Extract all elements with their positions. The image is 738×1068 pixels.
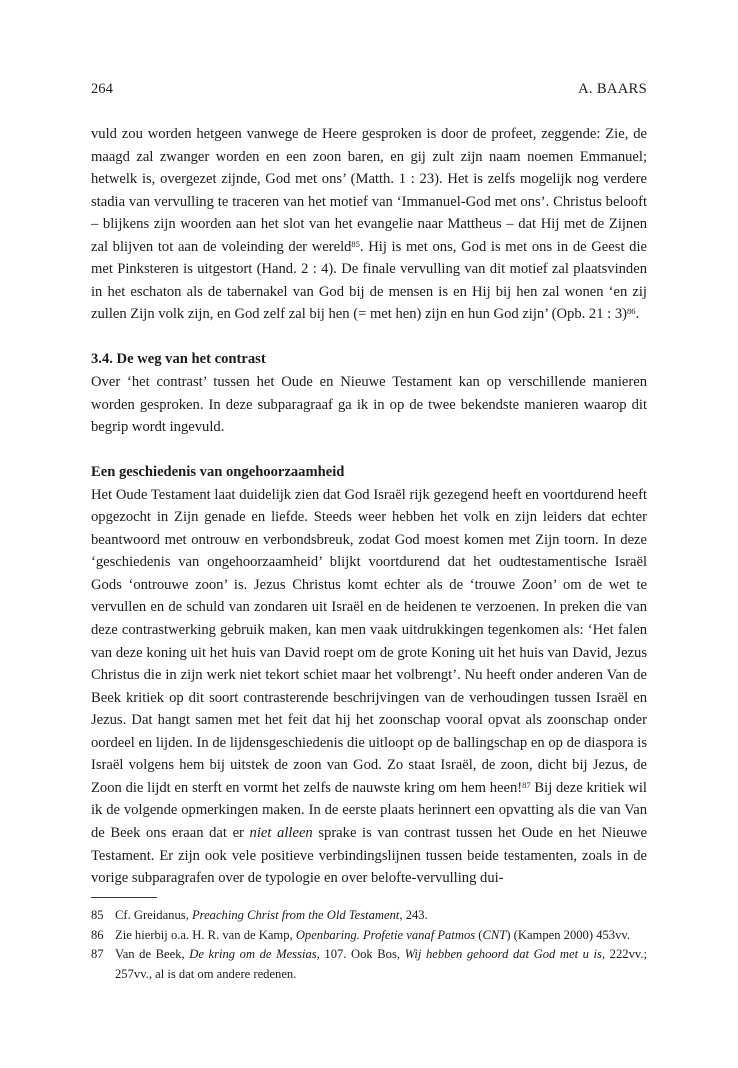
running-head: A. BAARS xyxy=(578,81,647,97)
footnote-ref-86: 86 xyxy=(627,306,636,317)
text-run: Cf. Greidanus, xyxy=(115,908,192,922)
book-title: Openbaring. Profetie vanaf Patmos xyxy=(295,927,476,942)
paragraph-disobedience xyxy=(91,484,647,890)
footnote-number: 85 xyxy=(91,908,104,922)
emphasis: niet alleen xyxy=(249,824,313,841)
book-title: De kring om de Messias xyxy=(189,947,317,961)
text-run: Van de Beek, xyxy=(115,947,190,961)
text-run: sprake is van contrast tussen het Oude en het Nieuwe Testament. Er zijn ook vele positieve verbindingslijnen tussen beide testamenten, zoals in de vorige subparagrafen over de typologie en over belofte-vervulling dui- xyxy=(91,824,647,887)
paragraph-contrast: Over ‘het contrast’ tussen het Oude en Nieuwe Testament kan op verschillende manieren worden gesproken. In deze subparagraaf ga ik in op de twee bekendste manieren waarop dit begrip wordt ingevuld. xyxy=(91,374,647,436)
section-heading: 3.4. De weg van het contrast xyxy=(91,351,266,368)
text-run: , 222vv.; 257vv., al is dat om andere redenen. xyxy=(115,947,647,981)
text-run: . xyxy=(635,306,640,323)
subsection-heading: Een geschiedenis van ongehoorzaamheid xyxy=(91,464,345,481)
footnote-separator xyxy=(91,897,157,898)
text-run: Zie hierbij o.a. H. R. van de Kamp, xyxy=(115,927,296,942)
text-run: ) (Kampen 2000) 453vv. xyxy=(506,927,631,942)
text-run: , 107. Ook Bos, xyxy=(316,947,405,961)
footnote-ref-87: 87 xyxy=(522,779,531,790)
page-number: 264 xyxy=(91,81,113,97)
text-run: , 243. xyxy=(399,908,428,922)
main-text xyxy=(91,123,647,890)
paragraph-gap xyxy=(91,326,647,349)
paragraph-gap xyxy=(91,439,647,462)
text-run: ( xyxy=(475,927,483,942)
footnote-number: 86 xyxy=(91,927,104,942)
series-title: CNT xyxy=(482,927,507,942)
text-run: Bij deze kritiek wil ik de volgende opmerkingen maken. In de eerste plaats herinnert een opvatting als die van Van de Beek ons eraan dat er xyxy=(91,779,647,841)
text-run: Het Oude Testament laat duidelijk zien dat God Israël rijk gezegend heeft en voortdurend heeft opgezocht in Zijn genade en liefde. Steeds weer hebben het volk en zijn leiders dat echter beantwoord met ontrouw en verbondsbreuk, zodat God moest komen met Zijn toorn. In deze ‘geschiedenis van ongehoorzaamheid’ blijkt voortdurend dat het oudtestamentische Israël Gods ‘ontrouwe zoon’ is. Jezus Christus komt echter als de ‘trouwe Zoon’ om de wet te vervullen en de schuld van zondaren uit Israël en de heidenen te verzoenen. In preken die van deze contrastwerking gebruik maken, kan men vaak uitdrukkingen tegenkomen als: ‘Het falen van deze koning uit het huis van David roept om de grote Koning uit het huis van David, Jezus Christus die in zijn werk niet tekort schiet maar het volbrengt’. Nu heeft onder anderen Van de Beek kritiek op dit soort contrasterende beschrijvingen van de verhoudingen tussen Israël en Jezus. Dat hangt samen met het feit dat hij het zoonschap vooral opvat als zoonschap onder oordeel en lijden. In de lijdensgeschiedenis die uitloopt op de ballingschap en op de diaspora is Israël volgens hem bij uitstek de zoon van God. Zo staat Israël, de zoon, dicht bij Jezus, de Zoon die lijdt en sterft en vormt het zelfs de nauwste kring om hem heen! xyxy=(91,486,647,796)
footnote-86 xyxy=(91,926,647,946)
text-run: . Hij is met ons, God is met ons in de Geest die met Pinksteren is uitgestort (Hand. 2 : 4). De finale vervulling van dit motief zal plaatsvinden in het eschaton als de tabernakel van God bij de mensen is en Hij bij hen zal wonen ‘en zij zullen Zijn volk zijn, en God zelf zal bij hen (= met hen) zijn en hun God zijn’ (Opb. 21 : 3) xyxy=(91,238,647,323)
paragraph-immanuel xyxy=(91,123,647,326)
footnote-ref-85: 85 xyxy=(351,238,360,249)
text-run: vuld zou worden hetgeen vanwege de Heere gesproken is door de profeet, zeggende: Zie, de maagd zal zwanger worden en een zoon baren, en gij zult zijn naam noemen Emmanuel; hetwelk is, overgezet zijnde, God met ons’ (Matth. 1 : 23). Het is zelfs mogelijk nog verdere stadia van vervulling te traceren van het motief van ‘Immanuel-God met ons’. Christus belooft – blijkens zijn woorden aan het slot van het evangelie naar Mattheus – dat Hij met de Zijnen zal blijven tot aan de voleinding der wereld xyxy=(91,126,647,255)
book-title: Wij hebben gehoord dat God met u is xyxy=(404,947,602,961)
book-title: Preaching Christ from the Old Testament xyxy=(191,908,400,922)
footnotes xyxy=(91,906,647,984)
footnote-87 xyxy=(91,945,647,984)
footnote-number: 87 xyxy=(91,947,104,961)
footnote-85 xyxy=(91,906,647,926)
